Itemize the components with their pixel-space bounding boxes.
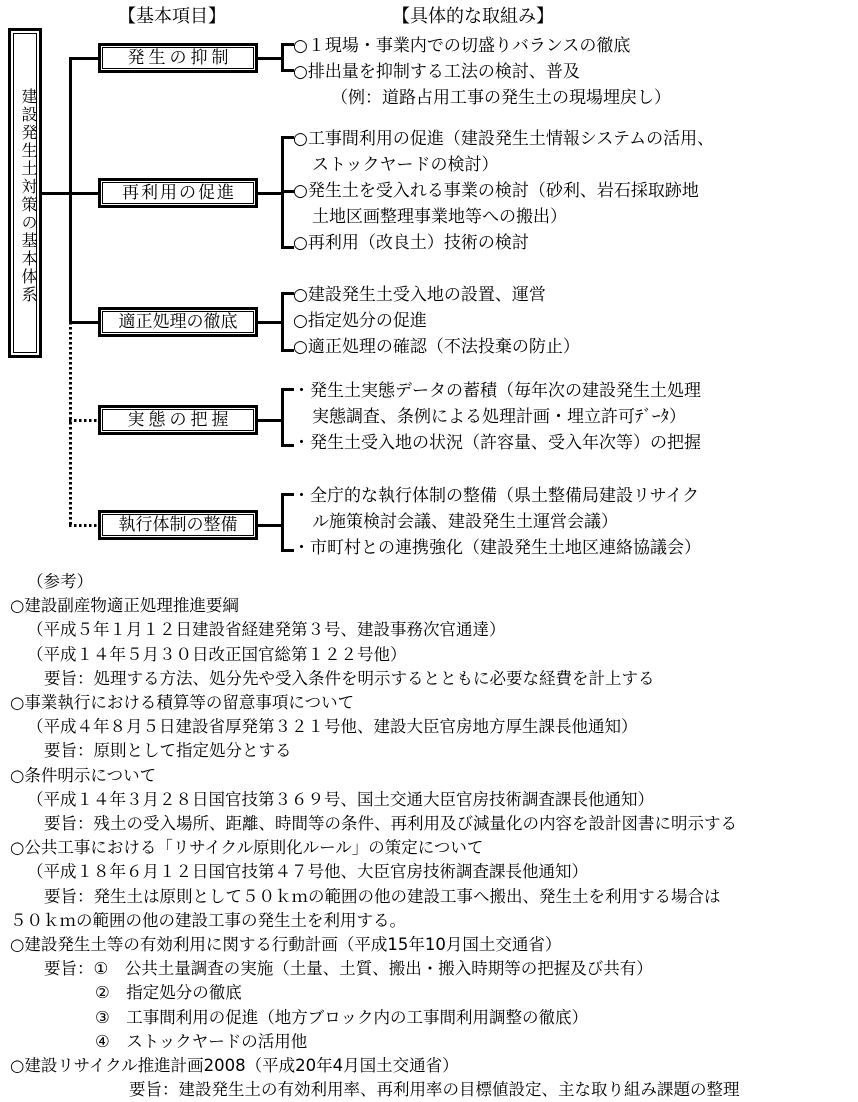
detail-bracket-status-grasp xyxy=(281,388,284,447)
category-box-status-grasp-inner xyxy=(102,409,254,431)
trunk-stub-from-root xyxy=(42,192,72,195)
reference-line: ○建設副産物適正処理推進要綱 xyxy=(10,596,239,616)
reference-heading: （参考） xyxy=(27,572,93,591)
reference-line: ５０ｋｍの範囲の他の建設工事の発生土を利用する。 xyxy=(10,910,406,930)
detail-list-reuse xyxy=(293,126,714,256)
detail-bracket-execution-system xyxy=(281,493,284,552)
detail-item-continuation: ストックヤードの検討） xyxy=(312,155,499,175)
branch-line-reduction xyxy=(69,57,101,60)
category-label-proper-treatment: 適正処理の徹底 xyxy=(118,311,238,332)
detail-item-continuation: ル施策検討会議、建設発生土運営会議） xyxy=(312,512,618,532)
category-box-reduction[interactable] xyxy=(98,43,258,73)
branch-line-status-grasp xyxy=(69,419,101,422)
reference-line: 要旨：発生土は原則として５０ｋｍの範囲の他の建設工事へ搬出、発生土を利用する場合は xyxy=(44,886,721,906)
category-box-reuse[interactable] xyxy=(98,178,258,208)
reference-line: ○公共工事における「リサイクル原則化ルール」の策定について xyxy=(10,838,484,858)
detail-bracket-proper-treatment xyxy=(281,292,284,352)
reference-line: （平成１４年３月２８日国官技第３６９号、国土交通大臣官房技術調査課長他通知） xyxy=(27,789,654,809)
reference-line: （平成１８年６月１２日国官技第４７号他、大臣官房技術調査課長他通知） xyxy=(27,862,588,882)
reference-line: 要旨：残土の受入場所、距離、時間等の条件、再利用及び減量化の内容を設計図書に明示する xyxy=(44,814,737,834)
detail-item: ○再利用（改良土）技術の検討 xyxy=(293,233,529,253)
reference-line: （平成５年１月１２日建設省経建発第３号、建設事務次官通達） xyxy=(27,620,506,640)
detail-item: ○建設発生土受入地の設置、運営 xyxy=(293,285,546,305)
detail-item: ○指定処分の促進 xyxy=(293,311,427,331)
reference-line: ○条件明示について xyxy=(10,765,157,785)
detail-bracket-reduction xyxy=(281,43,284,72)
detail-item: ○発生土を受入れる事業の検討（砂利、岩石採取跡地 xyxy=(293,181,699,201)
root-box-label: 建設発生土対策の基本体系 xyxy=(19,88,38,304)
detail-item-continuation: （例：道路占用工事の発生土の現場埋戻し） xyxy=(331,88,671,108)
detail-item: ○工事間利用の促進（建設発生土情報システムの活用、 xyxy=(293,129,715,149)
reference-line: ○事業執行における積算等の留意事項について xyxy=(10,693,355,713)
reference-line: ③ 工事間利用の促進（地方ブロック内の工事間利用調整の徹底） xyxy=(95,1007,588,1027)
detail-item: ○適正処理の確認（不法投棄の防止） xyxy=(293,337,580,357)
column-header-basic-items: 【基本項目】 xyxy=(118,6,226,27)
root-box xyxy=(8,28,42,358)
detail-item-continuation: 実態調査、条例による処理計画・埋立許可ﾃﾞｰﾀ） xyxy=(312,407,686,427)
reference-line: 要旨：処理する方法、処分先や受入条件を明示するとともに必要な経費を計上する xyxy=(44,668,655,688)
reference-line: （平成１４年５月３０日改正国官総第１２２号他） xyxy=(27,644,407,664)
category-label-status-grasp: 実態の把握 xyxy=(127,409,233,430)
category-label-reduction: 発生の抑制 xyxy=(127,47,233,68)
reference-line: （平成４年８月５日建設省厚発第３２１号他、建設大臣官房地方厚生課長他通知） xyxy=(27,717,638,737)
category-label-execution-system: 執行体制の整備 xyxy=(118,514,238,535)
detail-item: ・全庁的な執行体制の整備（県土整備局建設リサイク xyxy=(293,486,700,506)
detail-list-proper-treatment xyxy=(293,282,580,360)
category-box-reuse-inner xyxy=(102,182,254,204)
reference-line: 要旨：原則として指定処分とする xyxy=(44,741,292,761)
reference-line: ④ ストックヤードの活用他 xyxy=(95,1031,308,1051)
detail-item: ○排出量を抑制する工法の検討、普及 xyxy=(293,62,580,82)
category-box-execution-system[interactable] xyxy=(98,510,258,540)
branch-line-reuse xyxy=(69,192,101,195)
category-box-reduction-inner xyxy=(102,47,254,69)
category-box-proper-treatment-inner xyxy=(102,311,254,333)
detail-item: ・市町村との連携強化（建設発生土地区連絡協議会） xyxy=(293,538,701,558)
reference-line: ○建設リサイクル推進計画2008（平成20年4月国土交通省） xyxy=(10,1056,459,1076)
reference-line: 要旨：① 公共土量調査の実施（土量、土質、搬出・搬入時期等の把握及び共有） xyxy=(44,959,653,979)
detail-list-execution-system xyxy=(293,483,701,561)
category-box-proper-treatment[interactable] xyxy=(98,307,258,337)
branch-line-execution-system xyxy=(69,524,101,527)
detail-item-continuation: 土地区画整理事業地等への搬出） xyxy=(312,207,567,227)
branch-line-proper-treatment xyxy=(69,321,101,324)
detail-item: ○１現場・事業内での切盛りバランスの徹底 xyxy=(293,36,631,56)
reference-line: ○建設発生土等の有効利用に関する行動計画（平成15年10月国土交通省） xyxy=(10,935,562,955)
reference-line: 要旨：建設発生土の有効利用率、再利用率の目標値設定、主な取り組み課題の整理 xyxy=(129,1080,740,1100)
category-box-execution-system-inner xyxy=(102,514,254,536)
detail-item: ・発生土受入地の状況（許容量、受入年次等）の把握 xyxy=(293,433,701,453)
category-label-reuse: 再利用の促進 xyxy=(122,182,236,203)
detail-item: ・発生土実態データの蓄積（毎年次の建設発生土処理 xyxy=(293,381,701,401)
detail-list-status-grasp xyxy=(293,378,701,456)
category-box-status-grasp[interactable] xyxy=(98,405,258,435)
detail-list-reduction xyxy=(293,33,671,111)
reference-section xyxy=(10,570,850,1102)
column-header-concrete-measures: 【具体的な取組み】 xyxy=(392,6,554,27)
reference-line: ② 指定処分の徹底 xyxy=(95,983,242,1003)
trunk-vertical-dotted xyxy=(69,322,72,527)
